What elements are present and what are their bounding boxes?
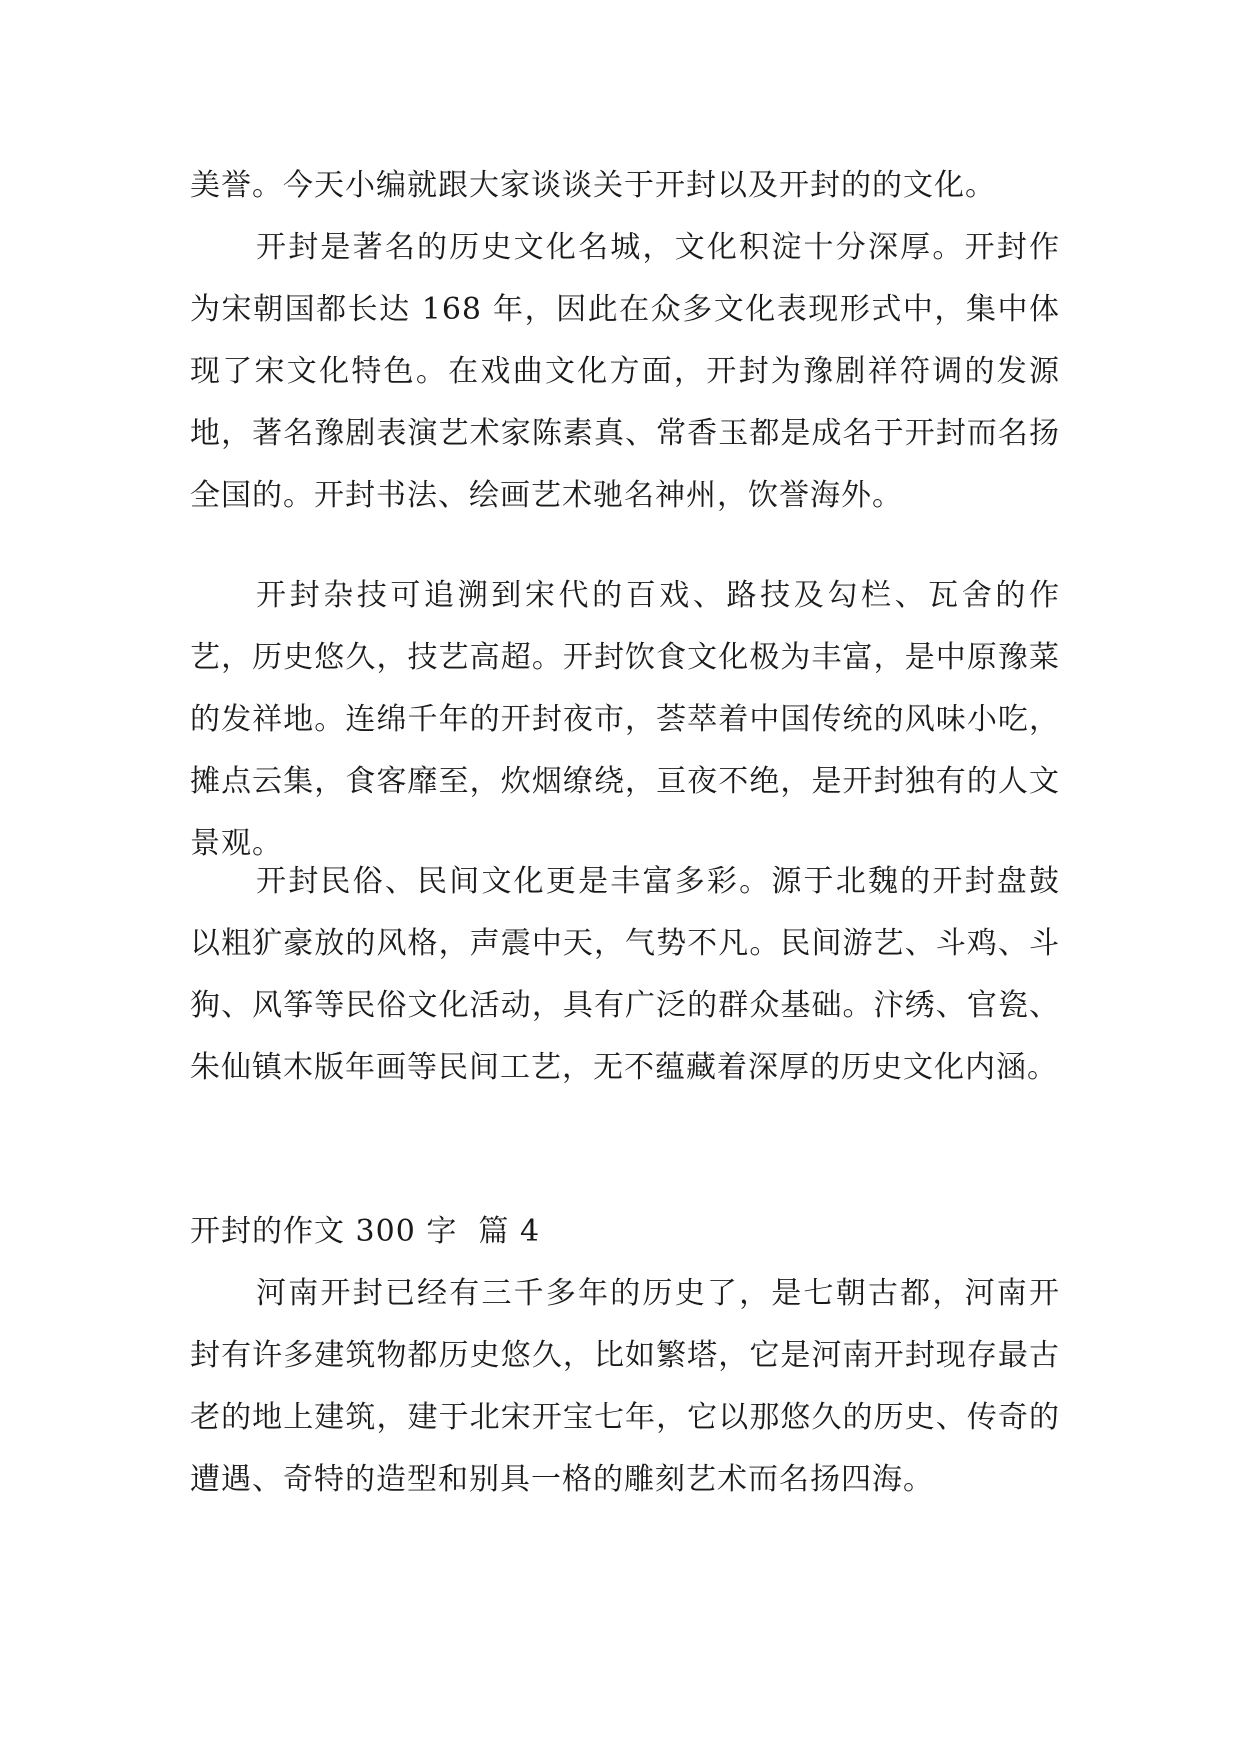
paragraph-intro-end: 美誉。今天小编就跟大家谈谈关于开封以及开封的的文化。 <box>190 168 996 203</box>
paragraph-section-body: 河南开封已经有三千多年的历史了，是七朝古都，河南开封有许多建筑物都历史悠久，比如繁塔，它是河南开封现存最古老的地上建筑，建于北宋开宝七年，它以那悠久的历史、传奇的遭遇、奇特的造型和别具一格的雕刻艺术而名扬四海。 <box>190 1276 1060 1497</box>
paragraph-acrobatics-food: 开封杂技可追溯到宋代的百戏、路技及勾栏、瓦舍的作艺，历史悠久，技艺高超。开封饮食文化极为丰富，是中原豫菜的发祥地。连绵千年的开封夜市，荟萃着中国传统的风味小吃，摊点云集，食客靡至，炊烟缭绕，亘夜不绝，是开封独有的人文景观。 <box>190 578 1060 861</box>
paragraph-culture: 开封是著名的历史文化名城，文化积淀十分深厚。开封作为宋朝国都长达 168 年，因此在众多文化表现形式中，集中体现了宋文化特色。在戏曲文化方面，开封为豫剧祥符调的发源地，著名豫剧表演艺术家陈素真、常香玉都是成名于开封而名扬全国的。开封书法、绘画艺术驰名神州，饮誉海外。 <box>190 230 1060 513</box>
paragraph-folk-culture: 开封民俗、民间文化更是丰富多彩。源于北魏的开封盘鼓以粗犷豪放的风格，声震中天，气势不凡。民间游艺、斗鸡、斗狗、风筝等民俗文化活动，具有广泛的群众基础。汴绣、官瓷、朱仙镇木版年画等民间工艺，无不蕴藏着深厚的历史文化内涵。 <box>190 864 1060 1085</box>
section-heading: 开封的作文 300 字 篇 4 <box>190 1214 541 1249</box>
